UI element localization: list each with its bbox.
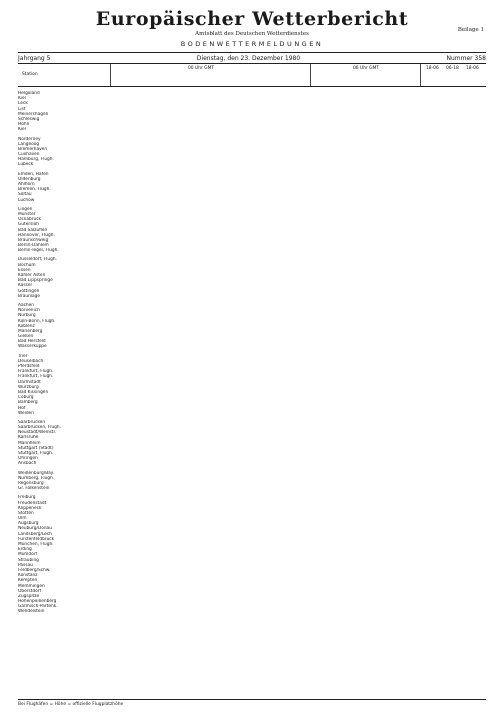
station-name: Oldenburg	[18, 176, 41, 182]
obs-cell	[110, 486, 300, 491]
station-name: Gr. Falkenstein	[18, 486, 50, 492]
obs-cell	[410, 294, 470, 299]
station-name: Norderney	[18, 136, 41, 142]
station-name: Hof	[18, 405, 26, 411]
station-name: Lüchow	[18, 197, 35, 203]
station-name: Kassel	[18, 283, 32, 289]
station-name: Kiel	[18, 96, 26, 102]
station-name: Osnabrück	[18, 217, 42, 223]
station-name: Saarbrücken	[18, 419, 46, 425]
table-row	[18, 411, 486, 416]
station-name: Wasserkuppe	[18, 344, 47, 350]
station-name: Oberstdorf	[18, 588, 42, 594]
obs-cell	[410, 198, 470, 203]
table-row	[18, 486, 486, 491]
station-name: Landsberg/Lech	[18, 531, 53, 537]
station-name: Coburg	[18, 395, 34, 401]
station-name: Helgoland	[18, 91, 40, 96]
station-name: Frankfurt, Flugh.	[18, 374, 54, 380]
station-name: Bochum	[18, 262, 36, 268]
footer-note: Bei Flughäfen = Höhe = offizielle Flugplatzhöhe	[18, 702, 124, 707]
station-name: Soltau	[18, 192, 32, 198]
station-name: Marienberg	[18, 328, 43, 334]
station-name: Karlsruhe	[18, 435, 39, 441]
station-name: Straubing	[18, 557, 39, 563]
period-header-1: 18-06	[426, 66, 439, 71]
station-name: Konstanz	[18, 573, 38, 579]
station-name: Bad Hersfeld	[18, 339, 46, 345]
station-name: Trier	[18, 353, 28, 359]
station-name: Feldberg/Schw.	[18, 567, 51, 573]
station-name: Pferdsfeld	[18, 364, 40, 369]
station-name: Freudenstadt	[18, 500, 47, 506]
station-name: Hamburg, Flugh.	[18, 157, 54, 163]
station-name: Kahler Asten	[18, 273, 46, 278]
table-row	[18, 461, 486, 466]
station-name: Darmstadt	[18, 379, 41, 385]
station-group	[18, 172, 486, 203]
obs-cell	[300, 486, 410, 491]
observation-table	[18, 91, 486, 615]
station-name: Klippeneck	[18, 505, 42, 511]
station-name: Gießen	[18, 334, 34, 340]
obs-cell	[110, 609, 300, 614]
station-name: Münster	[18, 211, 36, 217]
obs-cell	[410, 162, 470, 167]
station-name: Bremen, Flugh.	[18, 187, 51, 193]
issue-date: Dienstag, den 23. Dezember 1980	[196, 54, 301, 62]
station-group	[18, 137, 486, 168]
station-name: Braunlage	[18, 293, 40, 299]
station-name: Lingen	[18, 206, 33, 212]
station-name: Mannheim	[18, 440, 41, 446]
station-name: Frankfurt, Flugh.	[18, 369, 54, 375]
station-name: Memmingen	[18, 583, 45, 589]
obs-cell	[300, 344, 410, 349]
station-name: Saarbrücken, Flugh.	[18, 425, 61, 431]
station-name: Kempten	[18, 578, 38, 584]
station-name: Bad Kissingen	[18, 389, 49, 395]
station-group	[18, 354, 486, 416]
station-name: Cuxhaven	[18, 152, 40, 158]
obs-cell	[410, 411, 470, 416]
obs-cell	[110, 162, 300, 167]
obs-cell	[300, 294, 410, 299]
obs-00-header: 00 Uhr GMT	[188, 66, 215, 71]
obs-cell	[410, 344, 470, 349]
station-group	[18, 91, 486, 133]
page-title: Europäischer Wetterbericht	[95, 8, 409, 30]
station-name: Nürburg	[18, 313, 36, 319]
station-name: Bremerhaven	[18, 146, 48, 152]
station-name: Düsseldorf, Flugh.	[18, 257, 57, 263]
station-name: Ulm	[18, 516, 27, 522]
station-name: Koblenz	[18, 323, 35, 329]
station-name: Lübeck	[18, 162, 34, 168]
station-name: Köln-Bonn, Flugh.	[18, 318, 56, 324]
obs-cell	[300, 248, 410, 253]
obs-cell	[410, 127, 470, 132]
station-name: Stötten	[18, 510, 34, 516]
station-name: Emden, Hafen	[18, 171, 49, 177]
station-name: Weiden	[18, 410, 34, 416]
station-name: München, Flugh.	[18, 542, 54, 547]
table-row	[18, 162, 486, 167]
obs-cell	[110, 127, 300, 132]
station-name: Fürstenfeldbruck	[18, 536, 55, 542]
obs-cell	[410, 248, 470, 253]
station-name: Hohenpeißenberg	[18, 599, 57, 605]
obs-cell	[110, 248, 300, 253]
station-name: Passau	[18, 562, 33, 568]
station-name: Berlin-Dahlem	[18, 243, 49, 249]
station-name: Neustadt/Weinstr.	[18, 430, 57, 436]
station-name: Kiel	[18, 127, 26, 133]
table-row	[18, 294, 486, 299]
beilage-label: Beilage 1	[457, 27, 484, 33]
footer-rule	[18, 699, 486, 700]
station-group	[18, 257, 486, 299]
station-group	[18, 420, 486, 467]
station-name: Augsburg	[18, 521, 39, 527]
station-column-header: Station	[22, 72, 38, 77]
station-name: Stuttgart (Stadt)	[18, 445, 54, 451]
station-name: Freiburg	[18, 495, 36, 501]
station-name: Braunschweig	[18, 237, 49, 243]
station-name: Aachen	[18, 302, 35, 308]
obs-cell	[300, 198, 410, 203]
obs-06-header: 06 Uhr GMT	[353, 66, 380, 71]
table-row	[18, 198, 486, 203]
obs-cell	[410, 486, 470, 491]
obs-cell	[110, 461, 300, 466]
station-name: Garmisch-Partenk.	[18, 604, 58, 610]
station-name: Göttingen	[18, 288, 40, 294]
station-name: Nörvenich	[18, 308, 40, 314]
obs-cell	[300, 127, 410, 132]
issue-info-bar	[18, 52, 486, 64]
table-row	[18, 127, 486, 132]
station-name: Deuselbach	[18, 358, 44, 364]
station-name: Neuburg/Donau	[18, 526, 52, 532]
station-name: Würzburg	[18, 384, 39, 390]
jahrgang-label: Jahrgang 5	[18, 54, 51, 62]
table-row	[18, 248, 486, 253]
station-name: List	[18, 106, 26, 112]
station-name: Bad Lippspringe	[18, 278, 53, 284]
obs-cell	[300, 162, 410, 167]
station-name: Hohn	[18, 122, 30, 128]
table-row	[18, 609, 486, 614]
obs-cell	[410, 461, 470, 466]
station-group	[18, 303, 486, 350]
station-name: Leck	[18, 101, 28, 107]
station-name: Langeoog	[18, 141, 40, 147]
station-group	[18, 495, 486, 614]
obs-cell	[300, 609, 410, 614]
station-name: Bamberg	[18, 400, 38, 406]
table-header	[18, 64, 486, 87]
station-name: Zugspitze	[18, 593, 40, 599]
station-name: Hannover, Flugh.	[18, 232, 55, 238]
obs-cell	[110, 294, 300, 299]
station-name: Schleswig	[18, 116, 40, 122]
station-name: Öhringen	[18, 456, 38, 462]
obs-cell	[110, 411, 300, 416]
station-group	[18, 207, 486, 254]
station-name: Ansbach	[18, 461, 37, 467]
station-name: Erding	[18, 547, 32, 553]
station-name: Gütersloh	[18, 222, 39, 228]
obs-cell	[300, 411, 410, 416]
obs-cell	[410, 609, 470, 614]
station-name: Wendelstein	[18, 609, 45, 615]
station-name: Ahlhorn	[18, 182, 35, 187]
period-header-3: 18-06	[466, 66, 479, 71]
station-group	[18, 471, 486, 492]
table-row	[18, 344, 486, 349]
issue-number: Nummer 358	[446, 54, 486, 62]
station-name: Meinershagen	[18, 111, 49, 117]
station-name: Bad Salzuflen	[18, 227, 48, 233]
station-name: Stuttgart, Flugh.	[18, 451, 54, 456]
station-name: Nürnberg, Flugh.	[18, 475, 55, 481]
page-subtitle: Amtsblatt des Deutschen Wetterdienstes	[195, 31, 309, 37]
station-name: Weißenburg/Bay.	[18, 470, 55, 476]
period-header-2: 06-18	[446, 66, 459, 71]
station-name: Berlin-Tegel, Flugh.	[18, 248, 59, 254]
section-title: BODENWETTERMELDUNGEN	[180, 40, 324, 48]
station-name: Mühldorf	[18, 552, 37, 558]
obs-cell	[110, 198, 300, 203]
station-name: Essen	[18, 267, 31, 273]
station-name: Regensburg	[18, 480, 44, 486]
obs-cell	[110, 344, 300, 349]
obs-cell	[300, 461, 410, 466]
